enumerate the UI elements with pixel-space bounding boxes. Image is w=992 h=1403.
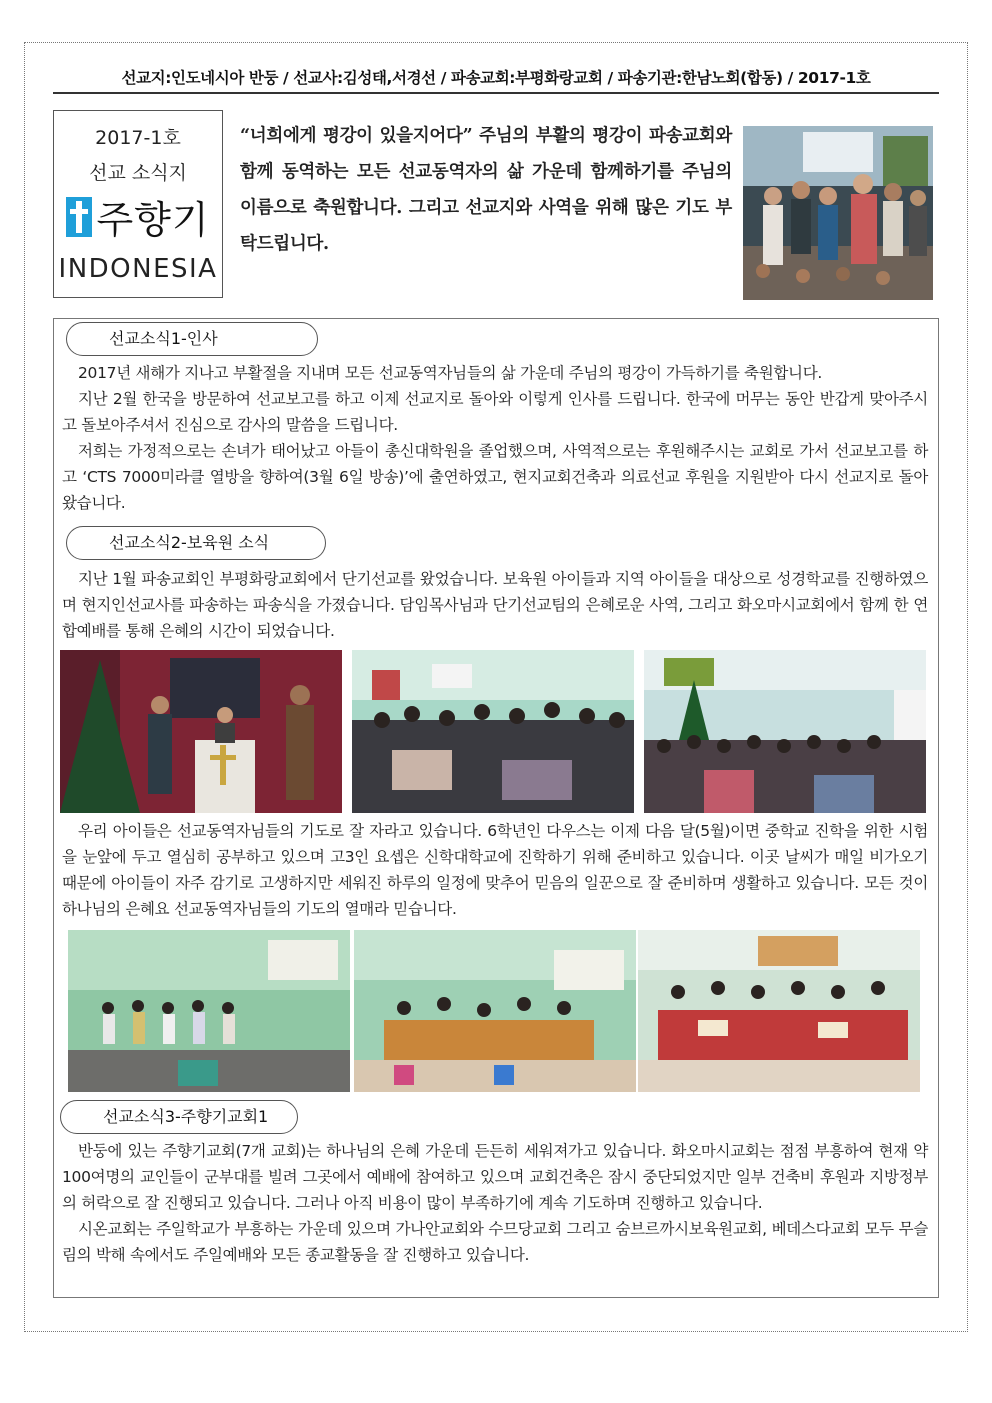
- newsletter-title: 선교 소식지: [89, 162, 187, 184]
- photo-children-classroom: [354, 930, 636, 1092]
- country-label: INDONESIA: [58, 254, 218, 284]
- section-title-greeting: 선교소식1-인사: [66, 322, 318, 356]
- paragraph: 시온교회는 주일학교가 부흥하는 가운데 있으며 가나안교회와 수므당교회 그리고 숨브르까시보육원교회, 베데스다교회 모두 무슬림의 박해 속에서도 주일예배와 모든 종교활동을 잘 진행하고 있습니다.: [62, 1220, 928, 1264]
- issue-box: [53, 110, 223, 298]
- photo-joint-worship: [644, 650, 926, 813]
- photo-commissioning: [60, 650, 342, 813]
- logo-name: 주향기: [96, 198, 210, 242]
- cross-icon: [66, 197, 92, 237]
- section-title-churches: 선교소식3-주향기교회1: [60, 1100, 298, 1134]
- paragraph: 우리 아이들은 선교동역자님들의 기도로 잘 자라고 있습니다. 6학년인 다우스는 이제 다음 달(5월)이면 중학교 진학을 위한 시험을 눈앞에 두고 열심히 공부하고 있으며 고3인 요셉은 신학대학교에 진학하기 위해 준비하고 있습니다. 이곳 날씨가 매일 비가오기 때문에 아이들이 자주 감기로 고생하지만 세워진 하루의 일정에 맞추어 믿음의 일꾼으로 잘 준비하며 생활하고 있습니다. 모든 것이 하나님의 은혜요 선교동역자님들의 기도의 열매라 믿습니다.: [62, 822, 928, 918]
- paragraph: 지난 1월 파송교회인 부평화랑교회에서 단기선교를 왔었습니다. 보육원 아이들과 지역 아이들을 대상으로 성경학교를 진행하였으며 현지인선교사를 파송하는 파송식을 가졌습니다. 담임목사님과 단기선교팀의 은혜로운 사역, 그리고 화오마시교회에서 함께 한 연합예배를 통해 은혜의 시간이 되었습니다.: [62, 570, 928, 640]
- newsletter-header: 선교지:인도네시아 반둥 / 선교사:김성태,서경선 / 파송교회:부평화랑교회 / 파송기관:한남노회(합동) / 2017-1호: [121, 69, 871, 87]
- paragraph: 저희는 가정적으로는 손녀가 태어났고 아들이 총신대학원을 졸업했으며, 사역적으로는 후원해주시는 교회로 가서 선교보고를 하고 ‘CTS 7000미라클 열방을 향하여(3월 6일 방송)’에 출연하였고, 현지교회건축과 의료선교 후원을 지원받아 다시 선교지로 돌아왔습니다.: [62, 442, 928, 512]
- photo-children-praising: [68, 930, 350, 1092]
- paragraph: 지난 2월 한국을 방문하여 선교보고를 하고 이제 선교지로 돌아와 이렇게 인사를 드립니다. 한국에 머무는 동안 반갑게 맞아주시고 돌보아주셔서 진심으로 감사의 말씀을 드립니다.: [62, 390, 928, 434]
- photo-children-crafts: [638, 930, 920, 1092]
- section-orphanage-body-2: [62, 818, 928, 922]
- paragraph: 반둥에 있는 주향기교회(7개 교회)는 하나님의 은혜 가운데 든든히 세워져가고 있습니다. 화오마시교회는 점점 부흥하여 현재 약 100여명의 교인들이 군부대를 빌려 그곳에서 예배에 참여하고 있으며 교회건축은 잠시 중단되었지만 일부 건축비 후원과 지방정부의 허락으로 잘 진행되고 있습니다. 그러나 아직 비용이 많이 부족하기에 계속 기도하며 진행하고 있습니다.: [62, 1142, 928, 1212]
- section-title-orphanage: 선교소식2-보육원 소식: [66, 526, 326, 560]
- intro-greeting: “너희에게 평강이 있을지어다” 주님의 부활의 평강이 파송교회와 함께 동역하는 모든 선교동역자의 삶 가운데 함께하기를 주님의 이름으로 축원합니다. 그리고 선교지와 사역을 위해 많은 기도 부탁드립니다.: [240, 126, 732, 254]
- section-greeting-body: [62, 360, 928, 516]
- section-orphanage-body: [62, 566, 928, 644]
- section-churches-body: [62, 1138, 928, 1268]
- issue-number: 2017-1호: [95, 127, 181, 149]
- paragraph: 2017년 새해가 지나고 부활절을 지내며 모든 선교동역자님들의 삶 가운데 주님의 평강이 가득하기를 축원합니다.: [78, 364, 823, 382]
- header-divider: [53, 92, 939, 94]
- logo: [54, 189, 222, 244]
- photo-children-gathering: [352, 650, 634, 813]
- photo-gathering: [743, 126, 933, 300]
